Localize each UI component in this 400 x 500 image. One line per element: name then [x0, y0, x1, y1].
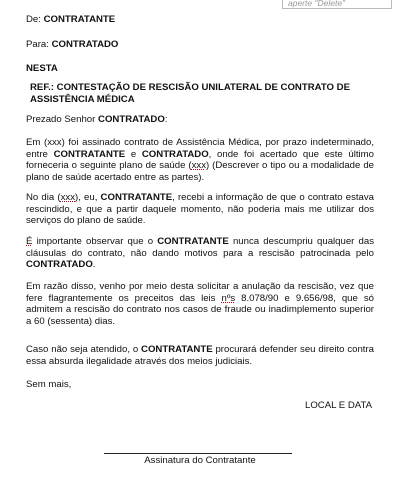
p1-contratado: CONTRATADO	[141, 148, 209, 160]
p5-text-b: procurará defender seu direito contra essa absurda ilegalidade através dos meios judiciais.	[26, 344, 374, 367]
reference-subject: REF.: CONTESTAÇÃO DE RESCISÃO UNILATERAL DE CONTRATO DE ASSISTÊNCIA MÉDICA	[30, 82, 350, 105]
p3-contratado: CONTRATADO	[26, 259, 93, 271]
p4-text-b: 8.078/90 e 9.656/98, que só admitem a rescisão do contrato nos casos de fraude ou inadimplemento superior a 60 (sessenta) dias.	[26, 292, 374, 327]
nesta-text: NESTA	[26, 63, 58, 74]
signature-label: Assinatura do Contratante	[144, 455, 256, 466]
p3-text-c: .	[92, 259, 96, 271]
instruction-hint-box: aperte "Delete"	[282, 0, 392, 9]
nesta-line	[26, 63, 58, 75]
paragraph-contract	[26, 137, 374, 183]
p3-e: É	[26, 236, 33, 247]
p5-text-a: Caso não seja atendido, o	[26, 344, 142, 355]
from-line	[26, 14, 115, 26]
p1-text-d: ) (Descrever o tipo ou a modalidade de plano de saúde acertado entre as partes).	[26, 160, 374, 183]
to-line	[26, 39, 118, 51]
p3-text-a: importante observar que o	[32, 236, 158, 247]
paragraph-request	[26, 281, 374, 327]
p1-text-mid: e	[125, 148, 142, 160]
local-and-date: LOCAL E DATA	[305, 400, 372, 411]
p5-contratante: CONTRATANTE	[141, 344, 213, 355]
paragraph-notice	[26, 192, 374, 227]
salutation	[26, 114, 167, 126]
signature-line	[104, 453, 292, 454]
p2-text-a: No dia (	[26, 192, 61, 203]
closing: Sem mais,	[26, 379, 72, 390]
paragraph-compliance	[26, 236, 374, 271]
p1-text-a: Em (xxx) foi assinado contrato de Assistência Médica, por prazo indeterminado, entre	[26, 137, 374, 160]
p1-text-c: , onde foi acertado que este último forneceria o seguinte plano de saúde (	[26, 148, 374, 172]
p3-contratante: CONTRATANTE	[157, 236, 229, 247]
p2-text-c: , recebi a informação de que o contrato estava rescindido, e que a partir daquele momento, não poderia mais me utilizar dos serviços do plano de saúde.	[26, 192, 375, 227]
p2-contratante: CONTRATANTE	[100, 192, 173, 203]
from-label: De:	[26, 14, 41, 25]
p1-contratante: CONTRATANTE	[53, 148, 126, 160]
p1-placeholder: xxx	[191, 160, 206, 172]
salutation-prefix: Prezado Senhor	[26, 114, 96, 125]
from-value: CONTRATANTE	[43, 14, 116, 25]
paragraph-warning	[26, 344, 374, 367]
p4-ns: nºs	[221, 292, 236, 304]
p2-text-b: ), eu,	[75, 192, 101, 203]
to-label: Para:	[26, 39, 49, 50]
p4-text-a: Em razão disso, venho por meio desta solicitar a anulação da rescisão, vez que fere flagrantemente os preceitos das leis	[26, 281, 374, 304]
salutation-name: CONTRATADO	[98, 114, 165, 125]
p3-text-b: nunca descumpriu qualquer das cláusulas do contrato, não dando motivos para a rescisão patrocinada pelo	[26, 236, 374, 259]
p2-placeholder: xxx	[60, 192, 75, 203]
to-value: CONTRATADO	[51, 39, 119, 50]
salutation-suffix: :	[164, 114, 168, 125]
